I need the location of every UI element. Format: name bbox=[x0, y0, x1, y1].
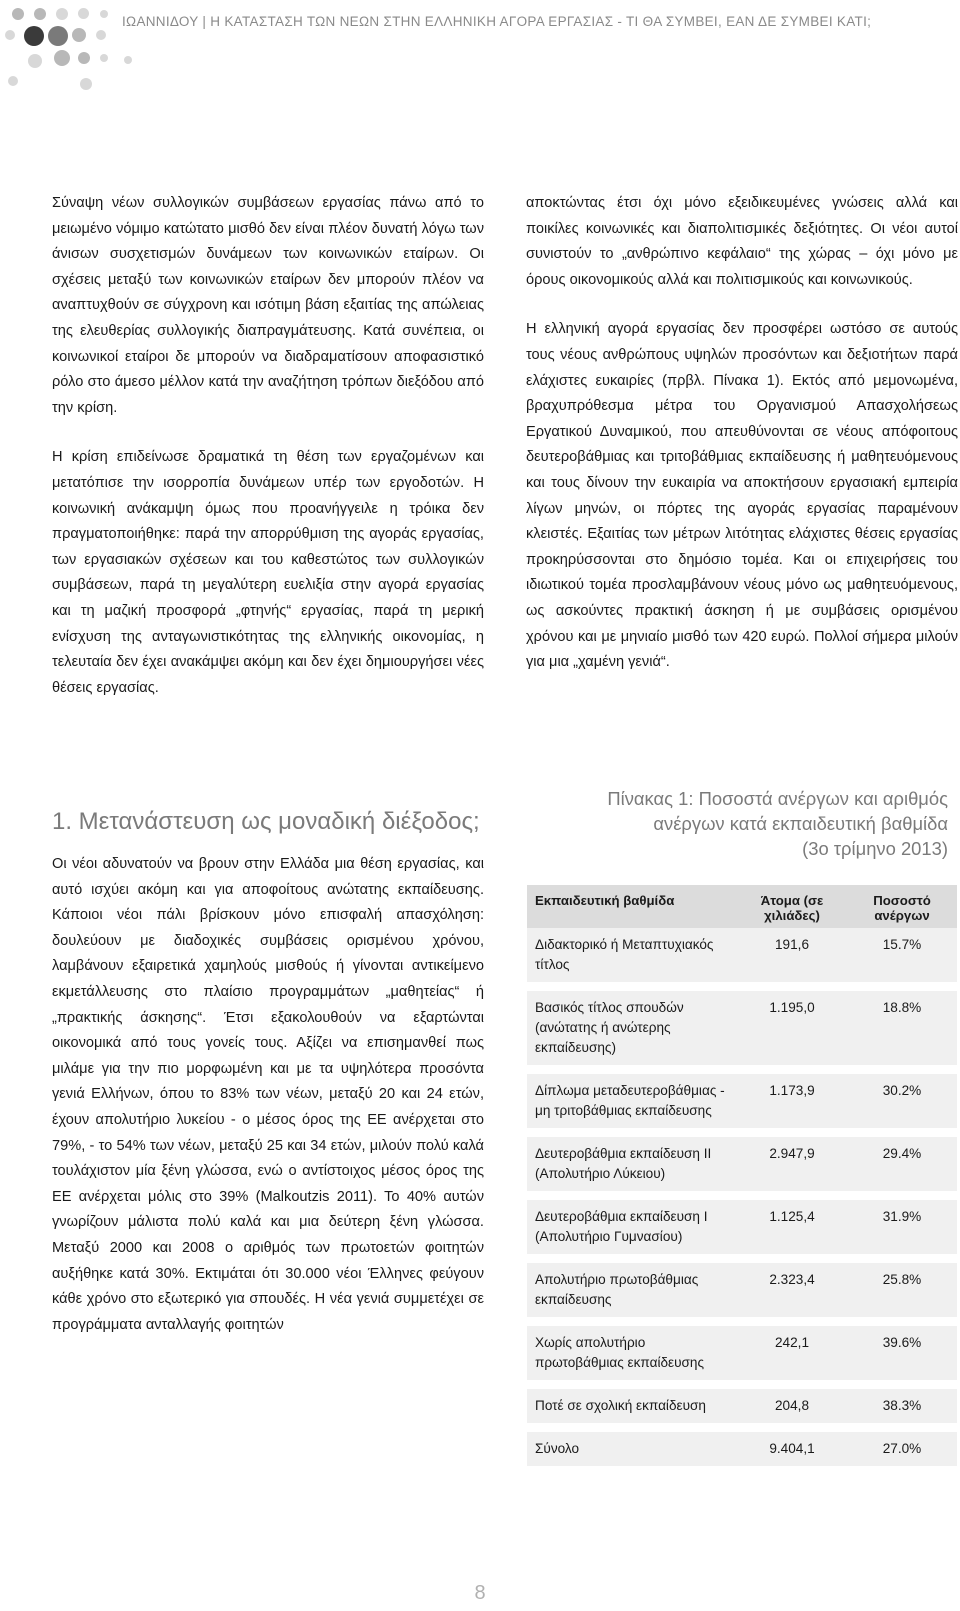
row-separator bbox=[527, 1317, 957, 1326]
table-row bbox=[527, 991, 957, 1065]
cell-rate: 27.0% bbox=[847, 1432, 957, 1466]
table-row bbox=[527, 1432, 957, 1466]
decorative-dot bbox=[100, 54, 108, 62]
cell-level: Δευτεροβάθμια εκπαίδευση Ι (Απολυτήριο Γυμνασίου) bbox=[527, 1200, 737, 1254]
row-separator bbox=[527, 1191, 957, 1200]
cell-level: Διδακτορικό ή Μεταπτυχιακός τίτλος bbox=[527, 928, 737, 982]
cell-persons: 242,1 bbox=[737, 1326, 847, 1380]
row-separator bbox=[527, 1254, 957, 1263]
cell-persons: 2.323,4 bbox=[737, 1263, 847, 1317]
table-caption-line: ανέργων κατά εκπαιδευτική βαθμίδα bbox=[653, 813, 948, 834]
decorative-dot bbox=[78, 52, 90, 64]
decorative-dot bbox=[96, 30, 106, 40]
table-row bbox=[527, 1389, 957, 1423]
cell-level: Ποτέ σε σχολική εκπαίδευση bbox=[527, 1389, 737, 1423]
cell-persons: 1.195,0 bbox=[737, 991, 847, 1065]
table-header-row bbox=[527, 885, 957, 928]
decorative-dot bbox=[78, 8, 89, 19]
decorative-dot bbox=[56, 8, 68, 20]
body-paragraph: Σύναψη νέων συλλογικών συμβάσεων εργασίας πάνω από το μειωμένο νόμιμο κατώτατο μισθό δεν είναι πλέον δυνατή λόγω των άνισων συσχετισμών δυνάμεων των κοινωνικών εταίρων. Οι σχέσεις μεταξύ των κοινωνικών εταίρων δεν μπορούν πλέον να αναπτυχθούν σε σύγχρονη και ισότιμη βάση εξαιτίας της απώλειας της ελευθερίας συλλογικής διαπραγμάτευσης. Κατά συνέπεια, οι κοινωνικοί εταίροι δε μπορούν να διαδραματίσουν αποφασιστικό ρόλο στο άμεσο μέλλον κατά την αναζήτηση τρόπων διεξόδου από την κρίση. bbox=[52, 195, 484, 416]
body-paragraph: Η ελληνική αγορά εργασίας δεν προσφέρει ωστόσο σε αυτούς τους νέους ανθρώπους υψηλών προσόντων και δεξιοτήτων παρά ελάχιστες ευκαιρίες (πρβλ. Πίνακα 1). Εκτός από μεμονωμένα, βραχυπρόθεσμα μέτρα του Οργανισμού Απασχολήσεως Εργατικού Δυναμικού, που απευθύνονται σε νέους απόφοιτους δευτεροβάθμιας και τριτοβάθμιας εκπαίδευσης ή μαθητευόμενους και τους δίνουν την ευκαιρία να αποκτήσουν εργασιακή εμπειρία λίγων μηνών, οι πόρτες της αγοράς εργασίας παραμένουν κλειστές. Εξαιτίας των μέτρων λιτότητας ελάχιστες θέσεις εργασίας προκηρύσσονται στο δημόσιο τομέα. Και οι επιχειρήσεις του ιδιωτικού τομέα προσλαμβάνουν νέους μόνο ως μαθητευόμενους, ως ασκούντες πρακτική άσκηση ή με συμβάσεις ορισμένου χρόνου και με μηνιαίο μισθό των 420 ευρώ. Πολλοί σήμερα μιλούν για μια „χαμένη γενιά“. bbox=[526, 321, 958, 671]
column-header-rate: Ποσοστό ανέργων bbox=[847, 885, 957, 928]
cell-rate: 29.4% bbox=[847, 1137, 957, 1191]
column-header-persons: Άτομα (σε χιλιάδες) bbox=[737, 885, 847, 928]
row-separator bbox=[527, 1065, 957, 1074]
table-body bbox=[527, 928, 957, 1466]
decorative-dot bbox=[48, 26, 68, 46]
body-paragraph: αποκτώντας έτσι όχι μόνο εξειδικευμένες γνώσεις αλλά και ποικίλες κοινωνικές και διαπολιτισμικές δεξιότητες. Οι νέοι αυτοί συνιστούν το „ανθρώπινο κεφάλαιο“ της χώρας – όχι μόνο με όρους οικονομικούς αλλά και πολιτισμικούς και κοινωνικούς. bbox=[526, 195, 958, 288]
cell-rate: 15.7% bbox=[847, 928, 957, 982]
cell-level: Χωρίς απολυτήριο πρωτοβάθμιας εκπαίδευσης bbox=[527, 1326, 737, 1380]
cell-rate: 39.6% bbox=[847, 1326, 957, 1380]
decorative-dot bbox=[80, 78, 92, 90]
cell-persons: 191,6 bbox=[737, 928, 847, 982]
table-row bbox=[527, 1200, 957, 1254]
table-row bbox=[527, 1074, 957, 1128]
cell-rate: 38.3% bbox=[847, 1389, 957, 1423]
cell-rate: 30.2% bbox=[847, 1074, 957, 1128]
cell-rate: 25.8% bbox=[847, 1263, 957, 1317]
decorative-dot bbox=[12, 8, 24, 20]
column-header-level: Εκπαιδευτική βαθμίδα bbox=[527, 885, 737, 928]
cell-persons: 1.125,4 bbox=[737, 1200, 847, 1254]
body-paragraph: Οι νέοι αδυνατούν να βρουν στην Ελλάδα μια θέση εργασίας, και αυτό ισχύει ακόμη και για αποφοίτους ανώτατης εκπαίδευσης. Κάποιοι νέοι πάλι βρίσκουν μόνο επισφαλή απασχόληση: δουλεύουν με διαδοχικές συμβάσεις ορισμένου χρόνου, λαμβάνουν εξαιρετικά χαμηλούς μισθούς ή γίνονται αντικείμενο εκμετάλλευσης στο πλαίσιο προγραμμάτων „μαθητείας“ ή „πρακτικής άσκησης“. Έτσι εξακολουθούν να εξαρτώνται οικονομικά από τους γονείς τους. Αξίζει να επισημανθεί πως μιλάμε για την πιο μορφωμένη και με τα υψηλότερα προσόντα γενιά Ελλήνων, όπου το 83% των νέων, μεταξύ 20 και 24 ετών, έχουν απολυτήριο λυκείου - ο μέσος όρος της ΕΕ ανέρχεται στο 79%, - το 54% των νέων, μεταξύ 25 και 34 ετών, μιλούν πολύ καλά τουλάχιστον μία ξένη γλώσσα, ενώ ο αντίστοιχος μέσος όρος της ΕΕ ανέρχεται μόλις στο 39% (Malkoutzis 2011). Το 40% αυτών γνωρίζουν μάλιστα πολύ καλά και μια δεύτερη ξένη γλώσσα. Μεταξύ 2000 και 2008 ο αριθμός των πρωτοετών φοιτητών αυξήθηκε κατά 30%. Εκτιμάται ότι 30.000 νέοι Έλληνες φεύγουν κάθε χρόνο στο εξωτερικό για σπουδές. Η νέα γενιά συμμετέχει σε προγράμματα ανταλλαγής φοιτητών bbox=[52, 856, 484, 1333]
decorative-dot bbox=[8, 76, 18, 86]
running-header: ΙΩΑΝΝΙΔΟΥ | Η ΚΑΤΑΣΤΑΣΗ ΤΩΝ ΝΕΩΝ ΣΤΗΝ ΕΛΛΗΝΙΚΗ ΑΓΟΡΑ ΕΡΓΑΣΙΑΣ - ΤΙ ΘΑ ΣΥΜΒΕΙ, ΕΑΝ ΔΕ ΣΥΜΒΕΙ ΚΑΤΙ; bbox=[122, 14, 872, 29]
right-column bbox=[526, 191, 958, 700]
cell-level: Βασικός τίτλος σπουδών (ανώτατης ή ανώτερης εκπαίδευσης) bbox=[527, 991, 737, 1065]
table-row bbox=[527, 1326, 957, 1380]
cell-persons: 1.173,9 bbox=[737, 1074, 847, 1128]
decorative-dot bbox=[54, 50, 70, 66]
decorative-dot bbox=[28, 54, 42, 68]
cell-level: Απολυτήριο πρωτοβάθμιας εκπαίδευσης bbox=[527, 1263, 737, 1317]
decorative-dot bbox=[124, 56, 132, 64]
table-row bbox=[527, 1137, 957, 1191]
cell-rate: 18.8% bbox=[847, 991, 957, 1065]
decorative-dot bbox=[100, 10, 108, 18]
row-separator bbox=[527, 1128, 957, 1137]
row-separator bbox=[527, 1380, 957, 1389]
cell-persons: 9.404,1 bbox=[737, 1432, 847, 1466]
section-body bbox=[52, 852, 484, 1362]
table-row bbox=[527, 928, 957, 982]
page-number: 8 bbox=[474, 1582, 486, 1604]
decorative-dot-pattern bbox=[0, 0, 130, 110]
cell-level: Δίπλωμα μεταδευτεροβάθμιας - μη τριτοβάθμιας εκπαίδευσης bbox=[527, 1074, 737, 1128]
decorative-dot bbox=[72, 28, 86, 42]
unemployment-table bbox=[527, 885, 957, 1466]
decorative-dot bbox=[24, 26, 44, 46]
decorative-dot bbox=[34, 8, 46, 20]
table-caption-line: (3ο τρίμηνο 2013) bbox=[802, 838, 948, 859]
cell-level: Δευτεροβάθμια εκπαίδευση ΙΙ (Απολυτήριο Λύκειου) bbox=[527, 1137, 737, 1191]
row-separator bbox=[527, 1423, 957, 1432]
left-column bbox=[52, 191, 484, 725]
section-heading: 1. Μετανάστευση ως μοναδική διέξοδος; bbox=[52, 808, 480, 835]
table-caption-line: Πίνακας 1: Ποσοστά ανέργων και αριθμός bbox=[607, 788, 948, 809]
decorative-dot bbox=[5, 30, 15, 40]
row-separator bbox=[527, 982, 957, 991]
cell-level: Σύνολο bbox=[527, 1432, 737, 1466]
cell-rate: 31.9% bbox=[847, 1200, 957, 1254]
table-caption bbox=[518, 786, 948, 861]
body-paragraph: Η κρίση επιδείνωσε δραματικά τη θέση των εργαζομένων και μετατόπισε την ισορροπία δυνάμεων υπέρ των εργοδοτών. Η κοινωνική ανάκαμψη όμως που προανήγγειλε η τρόικα δεν πραγματοποιήθηκε: παρά την απορρύθμιση της αγοράς εργασίας, των εργασιακών σχέσεων και του καθεστώτος των συλλογικών συμβάσεων, παρά τη μεγαλύτερη ευελιξία στην αγορά εργασίας και τη μαζική προσφορά „φτηνής“ εργασίας, παρά τη μερική ενίσχυση της ανταγωνιστικότητας της ελληνικής οικονομίας, η τελευταία δεν έχει ανακάμψει ακόμη και δεν έχει δημιουργήσει νέες θέσεις εργασίας. bbox=[52, 449, 484, 696]
cell-persons: 2.947,9 bbox=[737, 1137, 847, 1191]
table-row bbox=[527, 1263, 957, 1317]
cell-persons: 204,8 bbox=[737, 1389, 847, 1423]
